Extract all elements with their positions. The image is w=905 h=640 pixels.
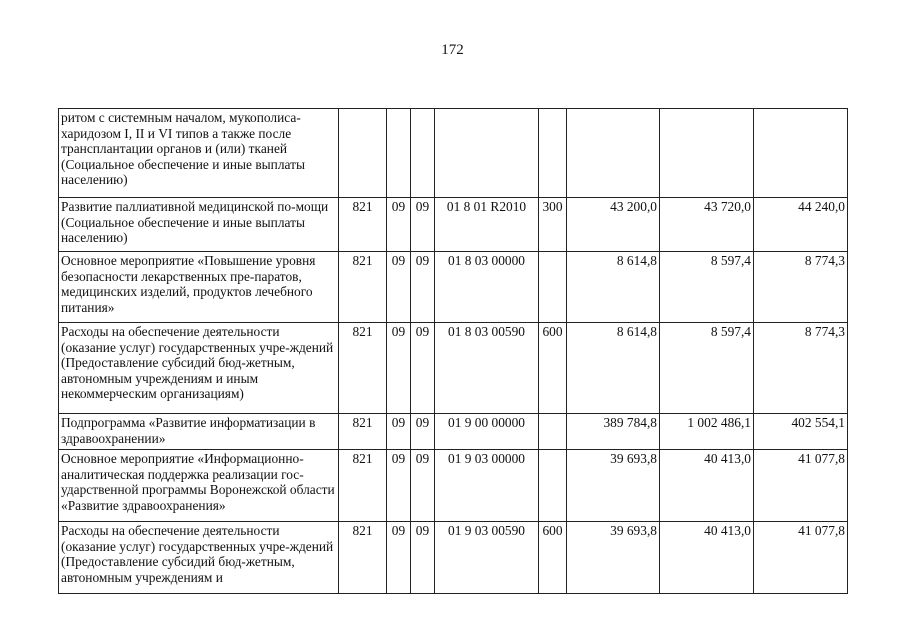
cell-rz: 09 (387, 450, 411, 522)
row-name: ритом с системным началом, мукополиса-харидозом I, II и VI типов а также после трансплантации органов и (или) тканей (Социальное обеспечение и иные выплаты населению) (59, 109, 339, 198)
cell-rz: 09 (387, 323, 411, 414)
cell-year2: 43 720,0 (660, 198, 754, 252)
row-name: Основное мероприятие «Повышение уровня безопасности лекарственных пре-паратов, медицинских изделий, продуктов лечебного питания» (59, 252, 339, 323)
cell-year2: 40 413,0 (660, 450, 754, 522)
cell-vr: 600 (539, 522, 567, 594)
cell-year1: 39 693,8 (567, 522, 660, 594)
cell-year1: 43 200,0 (567, 198, 660, 252)
table-row (59, 109, 848, 198)
cell-year2: 1 002 486,1 (660, 414, 754, 450)
cell-year2: 40 413,0 (660, 522, 754, 594)
cell-year3 (754, 109, 848, 198)
cell-year3: 402 554,1 (754, 414, 848, 450)
cell-year2 (660, 109, 754, 198)
table-body (59, 109, 848, 594)
cell-vr: 300 (539, 198, 567, 252)
row-name: Развитие паллиативной медицинской по-мощи (Социальное обеспечение и иные выплаты населению) (59, 198, 339, 252)
table-row (59, 450, 848, 522)
cell-rz: 09 (387, 252, 411, 323)
cell-pr: 09 (411, 323, 435, 414)
cell-csr: 01 8 03 00000 (435, 252, 539, 323)
cell-csr: 01 9 03 00590 (435, 522, 539, 594)
cell-csr: 01 9 03 00000 (435, 450, 539, 522)
cell-csr: 01 8 01 R2010 (435, 198, 539, 252)
cell-gr: 821 (339, 323, 387, 414)
budget-table (58, 108, 848, 594)
cell-pr: 09 (411, 198, 435, 252)
row-name: Расходы на обеспечение деятельности (оказание услуг) государственных учре-ждений (Предоставление субсидий бюд-жетным, автономным учреждениям и (59, 522, 339, 594)
cell-year3: 41 077,8 (754, 522, 848, 594)
table-row (59, 522, 848, 594)
cell-rz: 09 (387, 522, 411, 594)
cell-pr: 09 (411, 414, 435, 450)
cell-pr: 09 (411, 522, 435, 594)
cell-year3: 41 077,8 (754, 450, 848, 522)
cell-year2: 8 597,4 (660, 252, 754, 323)
cell-year3: 8 774,3 (754, 323, 848, 414)
cell-gr: 821 (339, 522, 387, 594)
cell-vr (539, 414, 567, 450)
cell-year3: 8 774,3 (754, 252, 848, 323)
table-row (59, 252, 848, 323)
row-name: Подпрограмма «Развитие информатизации в здравоохранении» (59, 414, 339, 450)
cell-vr (539, 450, 567, 522)
cell-vr (539, 252, 567, 323)
cell-gr: 821 (339, 414, 387, 450)
cell-pr (411, 109, 435, 198)
cell-year1 (567, 109, 660, 198)
cell-year2: 8 597,4 (660, 323, 754, 414)
cell-csr (435, 109, 539, 198)
table-row (59, 414, 848, 450)
cell-year1: 8 614,8 (567, 252, 660, 323)
table-row (59, 323, 848, 414)
table-row (59, 198, 848, 252)
cell-rz: 09 (387, 414, 411, 450)
page-number: 172 (441, 42, 464, 58)
cell-year1: 389 784,8 (567, 414, 660, 450)
cell-rz: 09 (387, 198, 411, 252)
cell-vr (539, 109, 567, 198)
row-name: Расходы на обеспечение деятельности (оказание услуг) государственных учре-ждений (Предоставление субсидий бюд-жетным, автономным учреждениям и иным некоммерческим организациям) (59, 323, 339, 414)
cell-year1: 8 614,8 (567, 323, 660, 414)
cell-year1: 39 693,8 (567, 450, 660, 522)
cell-pr: 09 (411, 252, 435, 323)
cell-gr: 821 (339, 198, 387, 252)
cell-csr: 01 9 00 00000 (435, 414, 539, 450)
cell-csr: 01 8 03 00590 (435, 323, 539, 414)
cell-gr (339, 109, 387, 198)
row-name: Основное мероприятие «Информационно-аналитическая поддержка реализации гос-ударственной программы Воронежской области «Развитие здравоохранения» (59, 450, 339, 522)
cell-vr: 600 (539, 323, 567, 414)
cell-rz (387, 109, 411, 198)
cell-pr: 09 (411, 450, 435, 522)
cell-year3: 44 240,0 (754, 198, 848, 252)
cell-gr: 821 (339, 450, 387, 522)
cell-gr: 821 (339, 252, 387, 323)
